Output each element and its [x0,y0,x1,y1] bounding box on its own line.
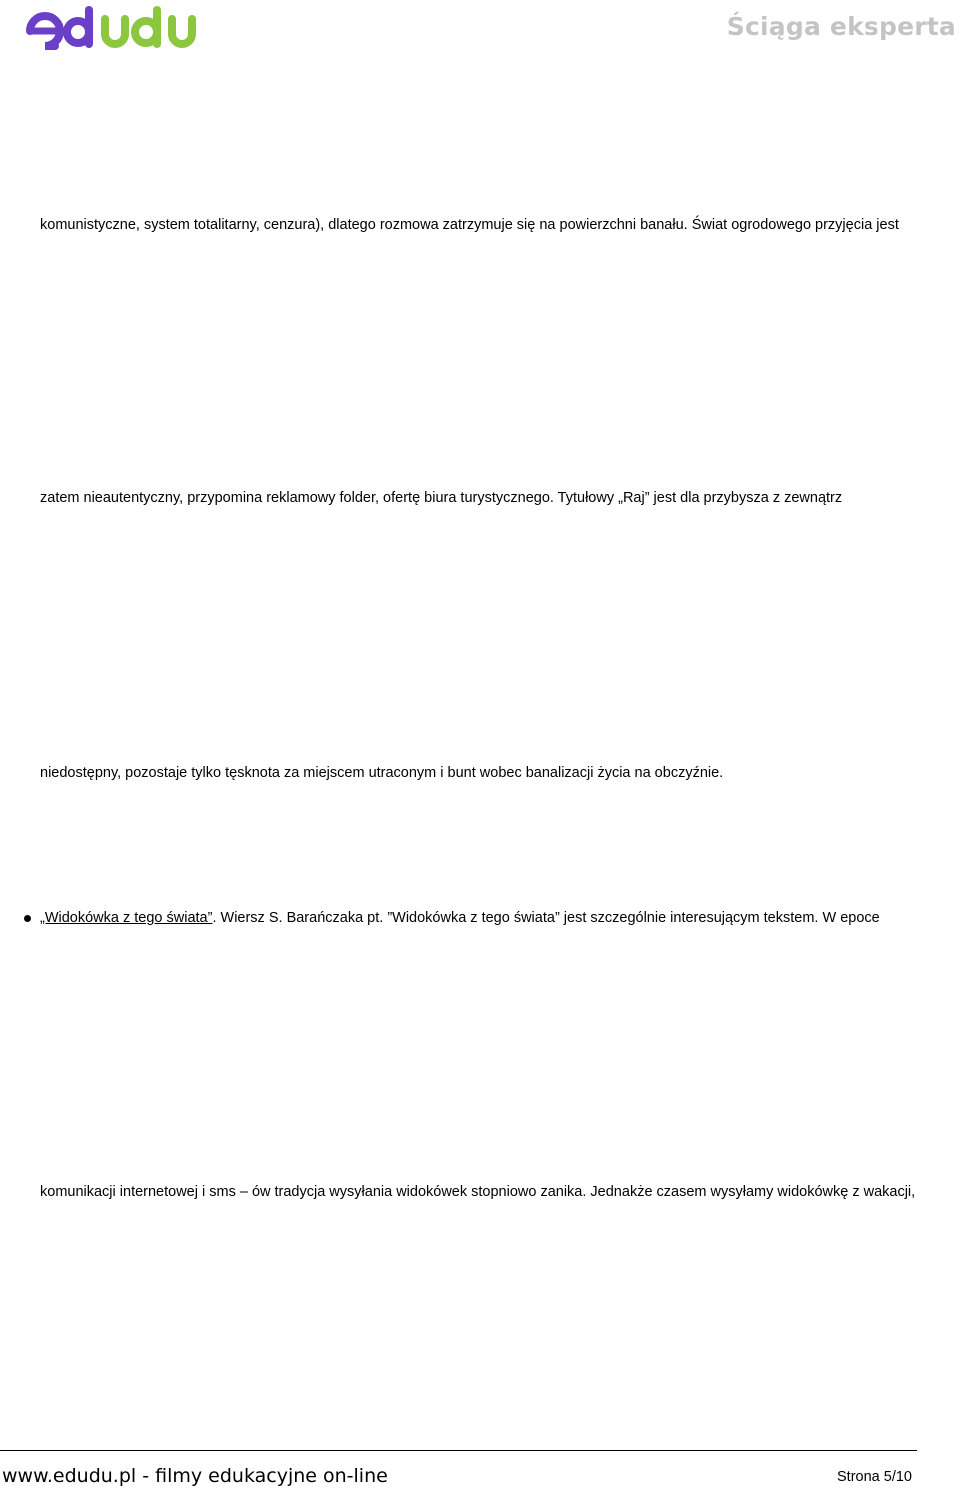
text-line: niedostępny, pozostaje tylko tęsknota za miejscem utraconym i bunt wobec banalizacji życia na obczyźnie. [40,765,724,781]
header-tagline: Ściąga eksperta [726,12,956,41]
text-line-rest: . Wiersz S. Barańczaka pt. ”Widokówka z tego świata” jest szczególnie interesującym tekstem. W epoce [212,910,880,926]
page-number: Strona 5/10 [837,1469,912,1485]
bullet-icon [24,915,31,922]
edudu-logo[interactable] [26,4,196,50]
footer-site-link[interactable]: www.edudu.pl - filmy edukacyjne on-line [2,1465,388,1487]
text-line: komunikacji internetowej i sms – ów tradycja wysyłania widokówek stopniowo zanika. Jednakże czasem wysyłamy widokówkę z wakacji, [40,1184,916,1200]
footer-divider [0,1450,917,1451]
text-line-with-link [40,909,880,927]
text-line: zatem nieautentyczny, przypomina reklamowy folder, ofertę biura turystycznego. Tytułowy „Raj” jest dla przybysza z zewnątrz [40,490,843,506]
text-line: komunistyczne, system totalitarny, cenzura), dlatego rozmowa zatrzymuje się na powierzchni banału. Świat ogrodowego przyjęcia jest [40,217,899,233]
edudu-logo-graphic [26,4,196,50]
widokowka-link[interactable]: „Widokówka z tego świata” [40,910,213,926]
